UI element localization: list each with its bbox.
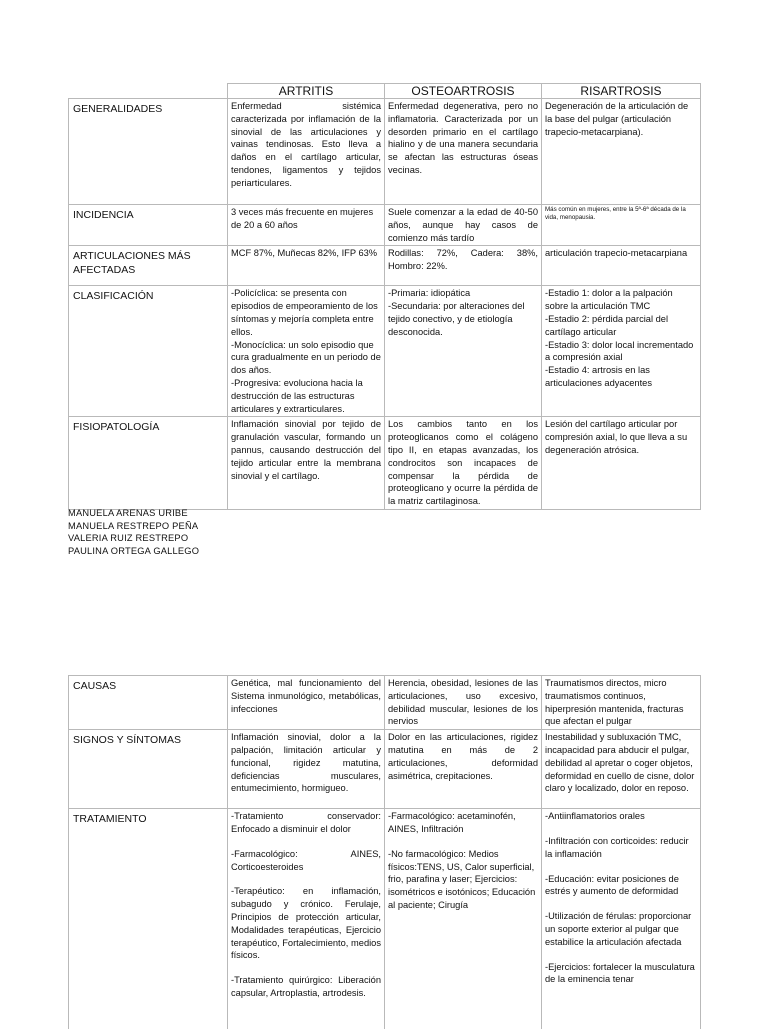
label-tratamiento: TRATAMIENTO — [69, 809, 228, 1029]
item-ejercicios — [545, 961, 697, 987]
term: -No farmacológico: — [388, 848, 467, 859]
term-secundaria: -Secundaria: — [388, 301, 441, 312]
text: Liberación capsular, Artroplastia, artrodesis. — [231, 975, 382, 998]
header-artritis: ARTRITIS — [228, 84, 385, 99]
term: -Tratamiento conservador: — [231, 811, 381, 822]
term: -Terapéutico: — [231, 886, 285, 897]
label-signos: SIGNOS Y SÍNTOMAS — [69, 730, 228, 809]
cell-articulaciones-osteoartrosis: Rodillas: 72%, Cadera: 38%, Hombro: 22%. — [385, 246, 542, 286]
cell-generalidades-osteoartrosis: Enfermedad degenerativa, pero no inflamatoria. Caracterizada por un desorden primario en el cartílago hialino y de una manera secundaria se afectan las estructuras óseas vecinas. — [385, 99, 542, 205]
text: reducir la inflamación — [545, 835, 689, 859]
row-causas — [69, 676, 701, 730]
cell-incidencia-risartrosis: Más común en mujeres, entre la 5ª-6ª década de la vida, menopausia. — [542, 205, 701, 246]
item-farmacologico — [388, 810, 538, 836]
cell-tratamiento-artritis — [228, 809, 385, 1029]
item-no-farmacologico — [388, 848, 538, 912]
term: -Infiltración con corticoides: — [545, 835, 658, 846]
term: -Farmacológico: — [388, 811, 455, 822]
comparison-table-bottom — [68, 675, 701, 1029]
item-tratamiento-conservador — [231, 810, 381, 836]
cell-causas-artritis: Genética, mal funcionamiento del Sistema inmunológico, metabólicas, infecciones — [228, 676, 385, 730]
row-articulaciones — [69, 246, 701, 286]
header-osteoartrosis: OSTEOARTROSIS — [385, 84, 542, 99]
text: Enfocado a disminuir el dolor — [231, 823, 351, 834]
item-terapeutico — [231, 885, 381, 962]
text-estadio-2: pérdida parcial del cartílago articular — [545, 313, 669, 337]
cell-tratamiento-osteoartrosis — [385, 809, 542, 1029]
text: proporcionar un soporte exterior al pulgar que estabilice la articulación afectada — [545, 911, 692, 947]
text-primaria: idiopática — [428, 288, 471, 299]
term-estadio-4: -Estadio 4: — [545, 365, 590, 376]
row-tratamiento — [69, 809, 701, 1029]
term-estadio-3: -Estadio 3: — [545, 339, 590, 350]
row-clasificacion — [69, 286, 701, 417]
cell-tratamiento-risartrosis — [542, 809, 701, 1029]
cell-causas-osteoartrosis: Herencia, obesidad, lesiones de las articulaciones, uso excesivo, debilidad muscular, lesiones de los nervios — [385, 676, 542, 730]
term: -Farmacológico: — [231, 848, 298, 859]
text: evitar posiciones de estrés y aumento de deformidad — [545, 873, 679, 897]
term: -Tratamiento quirúrgico: — [231, 975, 333, 986]
cell-signos-osteoartrosis: Dolor en las articulaciones, rigidez matutina en más de 2 articulaciones, deformidad asimétrica, crepitaciones. — [385, 730, 542, 809]
authors-list — [68, 507, 199, 557]
row-fisiopatologia — [69, 417, 701, 510]
label-fisiopatologia: FISIOPATOLOGÍA — [69, 417, 228, 510]
item-ferulas — [545, 910, 697, 948]
header-row — [69, 84, 701, 99]
cell-causas-risartrosis: Traumatismos directos, micro traumatismos continuos, hiperpresión mantenida, fracturas que afectan el pulgar — [542, 676, 701, 730]
cell-incidencia-artritis: 3 veces más frecuente en mujeres de 20 a 60 años — [228, 205, 385, 246]
cell-articulaciones-risartrosis: articulación trapecio-metacarpiana — [542, 246, 701, 286]
cell-generalidades-artritis: Enfermedad sistémica caracterizada por inflamación de la sinovial de las articulaciones y vainas tendinosas. Esto lleva a daños en el cartílago articular, tendones, ligamentos y tejidos periarticulares. — [228, 99, 385, 205]
cell-incidencia-osteoartrosis: Suele comenzar a la edad de 40-50 años, aunque hay casos de comienzo más tardío — [385, 205, 542, 246]
label-incidencia: INCIDENCIA — [69, 205, 228, 246]
text: acetaminofén, AINES, Infiltración — [388, 811, 516, 834]
term-primaria: -Primaria: — [388, 288, 429, 299]
term-monociclica: -Monocíclica: — [231, 339, 286, 350]
text: fortalecer la musculatura de la eminencia tenar — [545, 961, 695, 985]
comparison-table-top — [68, 83, 701, 510]
cell-signos-risartrosis: Inestabilidad y subluxación TMC, incapacidad para abducir el pulgar, debilidad al apretar o coger objetos, deformidad en cuello de cisne, dolor claro y localizado, dolor en reposo. — [542, 730, 701, 809]
cell-fisiopatologia-risartrosis: Lesión del cartílago articular por compresión axial, lo que lleva a su degeneración atrósica. — [542, 417, 701, 510]
term: -Antiinflamatorios orales — [545, 811, 645, 822]
label-articulaciones: ARTICULACIONES MÁS AFECTADAS — [69, 246, 228, 286]
header-blank — [69, 84, 228, 99]
text-estadio-4: artrosis en las articulaciones adyacentes — [545, 365, 652, 388]
cell-clasificacion-risartrosis — [542, 286, 701, 417]
cell-generalidades-risartrosis: Degeneración de la articulación de la base del pulgar (articulación trapecio-metacarpiana). — [542, 99, 701, 205]
term: -Educación: — [545, 873, 595, 884]
row-generalidades — [69, 99, 701, 205]
item-educacion — [545, 873, 697, 899]
cell-fisiopatologia-osteoartrosis: Los cambios tanto en los proteoglicanos como el colágeno tipo II, en etapas avanzadas, los condrocitos son incapaces de compensar la pérdida de proteoglicano y ocurre la pérdida de la matriz cartilaginosa. — [385, 417, 542, 510]
author-name: VALERIA RUIZ RESTREPO — [68, 533, 189, 543]
item-quirurgico — [231, 974, 381, 1000]
label-causas: CAUSAS — [69, 676, 228, 730]
item-farmacologico — [231, 848, 381, 874]
text-progresiva: evoluciona hacia la destrucción de las estructuras articulares y extrarticulares. — [231, 377, 363, 414]
cell-clasificacion-osteoartrosis — [385, 286, 542, 417]
text-estadio-1: dolor a la palpación sobre la articulación TMC — [545, 288, 673, 312]
term-estadio-2: -Estadio 2: — [545, 313, 590, 324]
row-signos — [69, 730, 701, 809]
cell-clasificacion-artritis — [228, 286, 385, 417]
cell-fisiopatologia-artritis: Inflamación sinovial por tejido de granulación vascular, formando un pannus, causando destrucción del tejido articular entre la membrana sinovial y el cartílago. — [228, 417, 385, 510]
term-progresiva: -Progresiva: — [231, 377, 282, 388]
header-risartrosis: RISARTROSIS — [542, 84, 701, 99]
item-infiltracion — [545, 835, 697, 861]
term-policiclica: -Policíclica: — [231, 288, 279, 299]
author-name: MANUELA RESTREPO PEÑA — [68, 520, 199, 531]
text-monociclica: un solo episodio que cura gradualmente en un periodo de dos años. — [231, 339, 381, 376]
text: AINES, Corticoesteroides — [231, 848, 381, 872]
author-name: MANUELA ARENAS URIBE — [68, 508, 188, 518]
cell-signos-artritis: Inflamación sinovial, dolor a la palpación, limitación articular y funcional, rigidez matutina, deficiencias musculares, entumecimiento, hormigueo. — [228, 730, 385, 809]
label-generalidades: GENERALIDADES — [69, 99, 228, 205]
term-estadio-1: -Estadio 1: — [545, 288, 590, 299]
text: Medios físicos:TENS, US, Calor superficial, frio, parafina y laser; Ejercicios: isométricos e isotónicos; Educación al paciente; Cirugía — [388, 848, 536, 910]
text-secundaria: por alteraciones del tejido conectivo, y de etiología desconocida. — [388, 301, 525, 337]
term: -Utilización de férulas: — [545, 911, 637, 922]
author-name: PAULINA ORTEGA GALLEGO — [68, 545, 200, 556]
item-antiinflamatorios — [545, 810, 697, 823]
text-policiclica: se presenta con episodios de empeoramiento de los síntomas y mejoría completa entre ellos. — [231, 288, 378, 337]
text: en inflamación, subagudo y crónico. Ferulaje, Principios de protección articular, Modalidades terapéuticas, Ejercicio terapéutico, Fortalecimiento, medios físicos. — [231, 886, 381, 961]
cell-articulaciones-artritis: MCF 87%, Muñecas 82%, IFP 63% — [228, 246, 385, 286]
label-clasificacion: CLASIFICACIÓN — [69, 286, 228, 417]
text-estadio-3: dolor local incrementado a compresión axial — [545, 339, 694, 363]
term: -Ejercicios: — [545, 961, 591, 972]
row-incidencia — [69, 205, 701, 246]
